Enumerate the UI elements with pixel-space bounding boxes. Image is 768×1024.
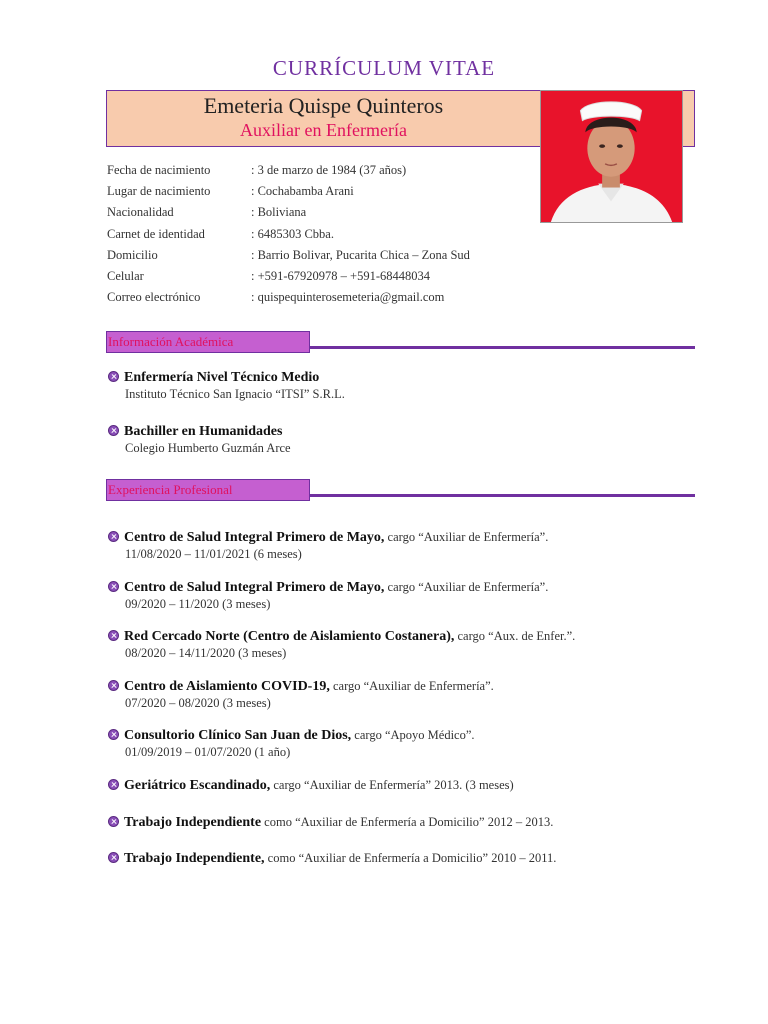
experience-item — [108, 530, 548, 562]
experience-title: Centro de Aislamiento COVID-19, — [124, 679, 330, 694]
profile-photo — [540, 90, 683, 223]
section-header-experience — [106, 479, 310, 501]
experience-title: Consultorio Clínico San Juan de Dios, — [124, 728, 352, 743]
experience-title: Trabajo Independiente, — [124, 851, 265, 866]
info-label: Celular — [107, 268, 144, 283]
section-divider — [310, 346, 695, 349]
bullet-icon — [108, 729, 119, 740]
job-role: Auxiliar en Enfermería — [240, 120, 407, 140]
info-label: Lugar de nacimiento — [107, 184, 211, 199]
experience-dates: 11/08/2020 – 11/01/2021 (6 meses) — [125, 547, 302, 561]
experience-desc: cargo “Apoyo Médico”. — [351, 728, 475, 742]
section-divider — [310, 494, 695, 497]
bullet-icon — [108, 816, 119, 827]
experience-dates: 09/2020 – 11/2020 (3 meses) — [125, 597, 271, 611]
info-label: Nacionalidad — [107, 205, 174, 220]
info-label: Correo electrónico — [107, 290, 201, 305]
experience-item — [108, 815, 553, 831]
document-title: CURRÍCULUM VITAE — [272, 56, 496, 80]
academic-detail: Colegio Humberto Guzmán Arce — [125, 441, 291, 455]
experience-desc: como “Auxiliar de Enfermería a Domicilio” 2012 – 2013. — [261, 815, 554, 829]
experience-item — [108, 778, 514, 794]
section-header-academic — [106, 331, 310, 353]
info-value: : +591-67920978 – +591-68448034 — [251, 268, 431, 283]
info-value: : 6485303 Cbba. — [251, 226, 334, 241]
experience-item — [108, 851, 556, 867]
info-value: : Cochabamba Arani — [251, 184, 354, 199]
experience-item — [108, 679, 494, 711]
experience-dates: 08/2020 – 14/11/2020 (3 meses) — [125, 646, 287, 660]
academic-title: Enfermería Nivel Técnico Medio — [124, 370, 320, 385]
info-value: : Boliviana — [251, 205, 307, 220]
email-value: : quispequinterosemeteria@gmail.com — [251, 290, 445, 305]
experience-title: Geriátrico Escandinado, — [124, 778, 271, 793]
bullet-icon — [108, 425, 119, 436]
bullet-icon — [108, 680, 119, 691]
experience-item — [108, 629, 575, 661]
experience-dates: 01/09/2019 – 01/07/2020 (1 año) — [125, 745, 291, 759]
experience-item — [108, 580, 548, 612]
experience-title: Centro de Salud Integral Primero de Mayo, — [124, 530, 385, 545]
experience-desc: como “Auxiliar de Enfermería a Domicilio” 2010 – 2011. — [264, 851, 557, 865]
section-title: Experiencia Profesional — [108, 482, 233, 497]
info-label: Carnet de identidad — [107, 226, 205, 241]
full-name: Emeteria Quispe Quinteros — [203, 93, 444, 118]
bullet-icon — [108, 581, 119, 592]
experience-dates: 07/2020 – 08/2020 (3 meses) — [125, 696, 271, 710]
bullet-icon — [108, 371, 119, 382]
experience-desc: cargo “Aux. de Enfer.”. — [454, 629, 576, 643]
experience-desc: cargo “Auxiliar de Enfermería” 2013. (3 meses) — [270, 778, 514, 792]
bullet-icon — [108, 779, 119, 790]
experience-desc: cargo “Auxiliar de Enfermería”. — [384, 530, 549, 544]
bullet-icon — [108, 531, 119, 542]
bullet-icon — [108, 852, 119, 863]
experience-title: Centro de Salud Integral Primero de Mayo, — [124, 580, 385, 595]
info-value: : Barrio Bolivar, Pucarita Chica – Zona Sud — [251, 247, 470, 262]
info-label: Fecha de nacimiento — [107, 163, 211, 177]
academic-title: Bachiller en Humanidades — [124, 424, 283, 439]
info-value: : 3 de marzo de 1984 (37 años) — [251, 163, 407, 177]
experience-desc: cargo “Auxiliar de Enfermería”. — [384, 580, 549, 594]
experience-title: Red Cercado Norte (Centro de Aislamiento Costanera), — [124, 629, 455, 644]
academic-item — [108, 370, 345, 402]
info-label: Domicilio — [107, 247, 158, 262]
experience-title: Trabajo Independiente — [124, 815, 262, 830]
academic-detail: Instituto Técnico San Ignacio “ITSI” S.R.L. — [125, 387, 345, 401]
bullet-icon — [108, 630, 119, 641]
experience-item — [108, 728, 475, 760]
experience-desc: cargo “Auxiliar de Enfermería”. — [329, 679, 494, 693]
section-title: Información Académica — [108, 334, 234, 349]
academic-item — [108, 424, 291, 456]
